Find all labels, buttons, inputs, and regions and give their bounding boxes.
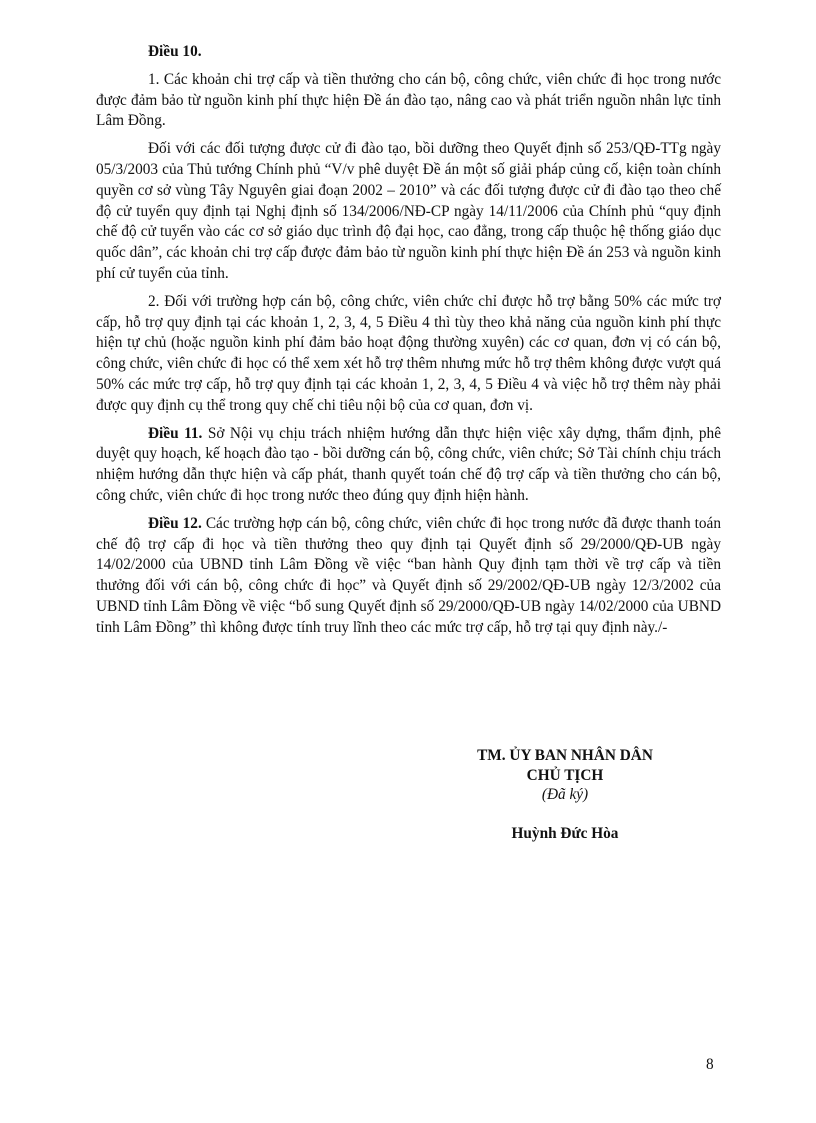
article-12-text: Các trường hợp cán bộ, công chức, viên chức đi học trong nước đã được thanh toán chế độ trợ cấp đi học và tiền thưởng theo quy định tại Quyết định số 29/2000/QĐ-UB ngày 14/02/2000 của UBND tỉnh Lâm Đồng về việc “ban hành Quy định tạm thời về trợ cấp và tiền thưởng đối với cán bộ, công chức đi học” và Quyết định số 29/2002/QĐ-UB ngày 12/3/2002 của UBND tỉnh Lâm Đồng về việc “bổ sung Quyết định số 29/2000/QĐ-UB ngày 14/02/2000 của UBND tỉnh Lâm Đồng” thì không được tính truy lĩnh theo các mức trợ cấp, hỗ trợ tại quy định này./- [96, 514, 721, 636]
article-10-paragraph-2: Đối với các đối tượng được cử đi đào tạo, bồi dưỡng theo Quyết định số 253/QĐ-TTg ngày 05/3/2003 của Thủ tướng Chính phủ “V/v phê duyệt Đề án một số giải pháp củng cố, kiện toàn chính quyền cơ sở vùng Tây Nguyên giai đoạn 2002 – 2010” và các đối tượng được cử đi đào tạo theo chế độ cử tuyển quy định tại Nghị định số 134/2006/NĐ-CP ngày 14/11/2006 của Chính phủ “quy định chế độ cử tuyển vào các cơ sở giáo dục trình độ đại học, cao đẳng, trong cấp thuộc hệ thống giáo dục quốc dân”, các khoản chi trợ cấp được đảm bảo từ nguồn kinh phí thực hiện Đề án 253 và nguồn kinh phí cử tuyển của tỉnh. [96, 140, 721, 282]
article-12 [96, 514, 721, 639]
article-11-title: Điều 11. [148, 424, 203, 442]
signature-note: (Đã ký) [541, 786, 589, 803]
article-10-title: Điều 10. [148, 43, 202, 60]
signature-organization: TM. ỦY BAN NHÂN DÂN [477, 747, 653, 764]
document-body [96, 42, 721, 645]
page-number: 8 [706, 1056, 714, 1073]
article-11-text: Sở Nội vụ chịu trách nhiệm hướng dẫn thực hiện việc xây dựng, thẩm định, phê duyệt quy hoạch, kế hoạch đào tạo - bồi dưỡng cán bộ, công chức, viên chức; Sở Tài chính chịu trách nhiệm hướng dẫn thực hiện và cấp phát, thanh quyết toán chế độ trợ cấp và tiền thưởng cho cán bộ, công chức, viên chức đi học trong nước theo đúng quy định hiện hành. [96, 424, 721, 504]
article-12-title: Điều 12. [148, 514, 202, 532]
article-11 [96, 424, 721, 507]
signature-title: CHỦ TỊCH [526, 766, 604, 784]
article-10-clause-2: 2. Đối với trường hợp cán bộ, công chức, viên chức chỉ được hỗ trợ bằng 50% các mức trợ cấp, hỗ trợ quy định tại các khoản 1, 2, 3, 4, 5 Điều 4 thì tùy theo khả năng của nguồn kinh phí thực hiện tự chủ (hoặc nguồn kinh phí đảm bảo hoạt động thường xuyên) các cơ quan, đơn vị có cán bộ, công chức, viên chức đi học có thể xem xét hỗ trợ thêm nhưng mức hỗ trợ thêm không được vượt quá 50% các mức trợ cấp, hỗ trợ quy định tại các khoản 1, 2, 3, 4, 5 Điều 4 và việc hỗ trợ thêm này phải được quy định cụ thể trong quy chế chi tiêu nội bộ của cơ quan, đơn vị. [96, 292, 721, 414]
article-10-clause-1: 1. Các khoản chi trợ cấp và tiền thưởng cho cán bộ, công chức, viên chức đi học trong nước được đảm bảo từ nguồn kinh phí thực hiện Đề án đào tạo, nâng cao và phát triển nguồn nhân lực tỉnh Lâm Đồng. [96, 70, 721, 130]
signer-name: Huỳnh Đức Hòa [511, 824, 619, 842]
signature-block [440, 746, 690, 843]
